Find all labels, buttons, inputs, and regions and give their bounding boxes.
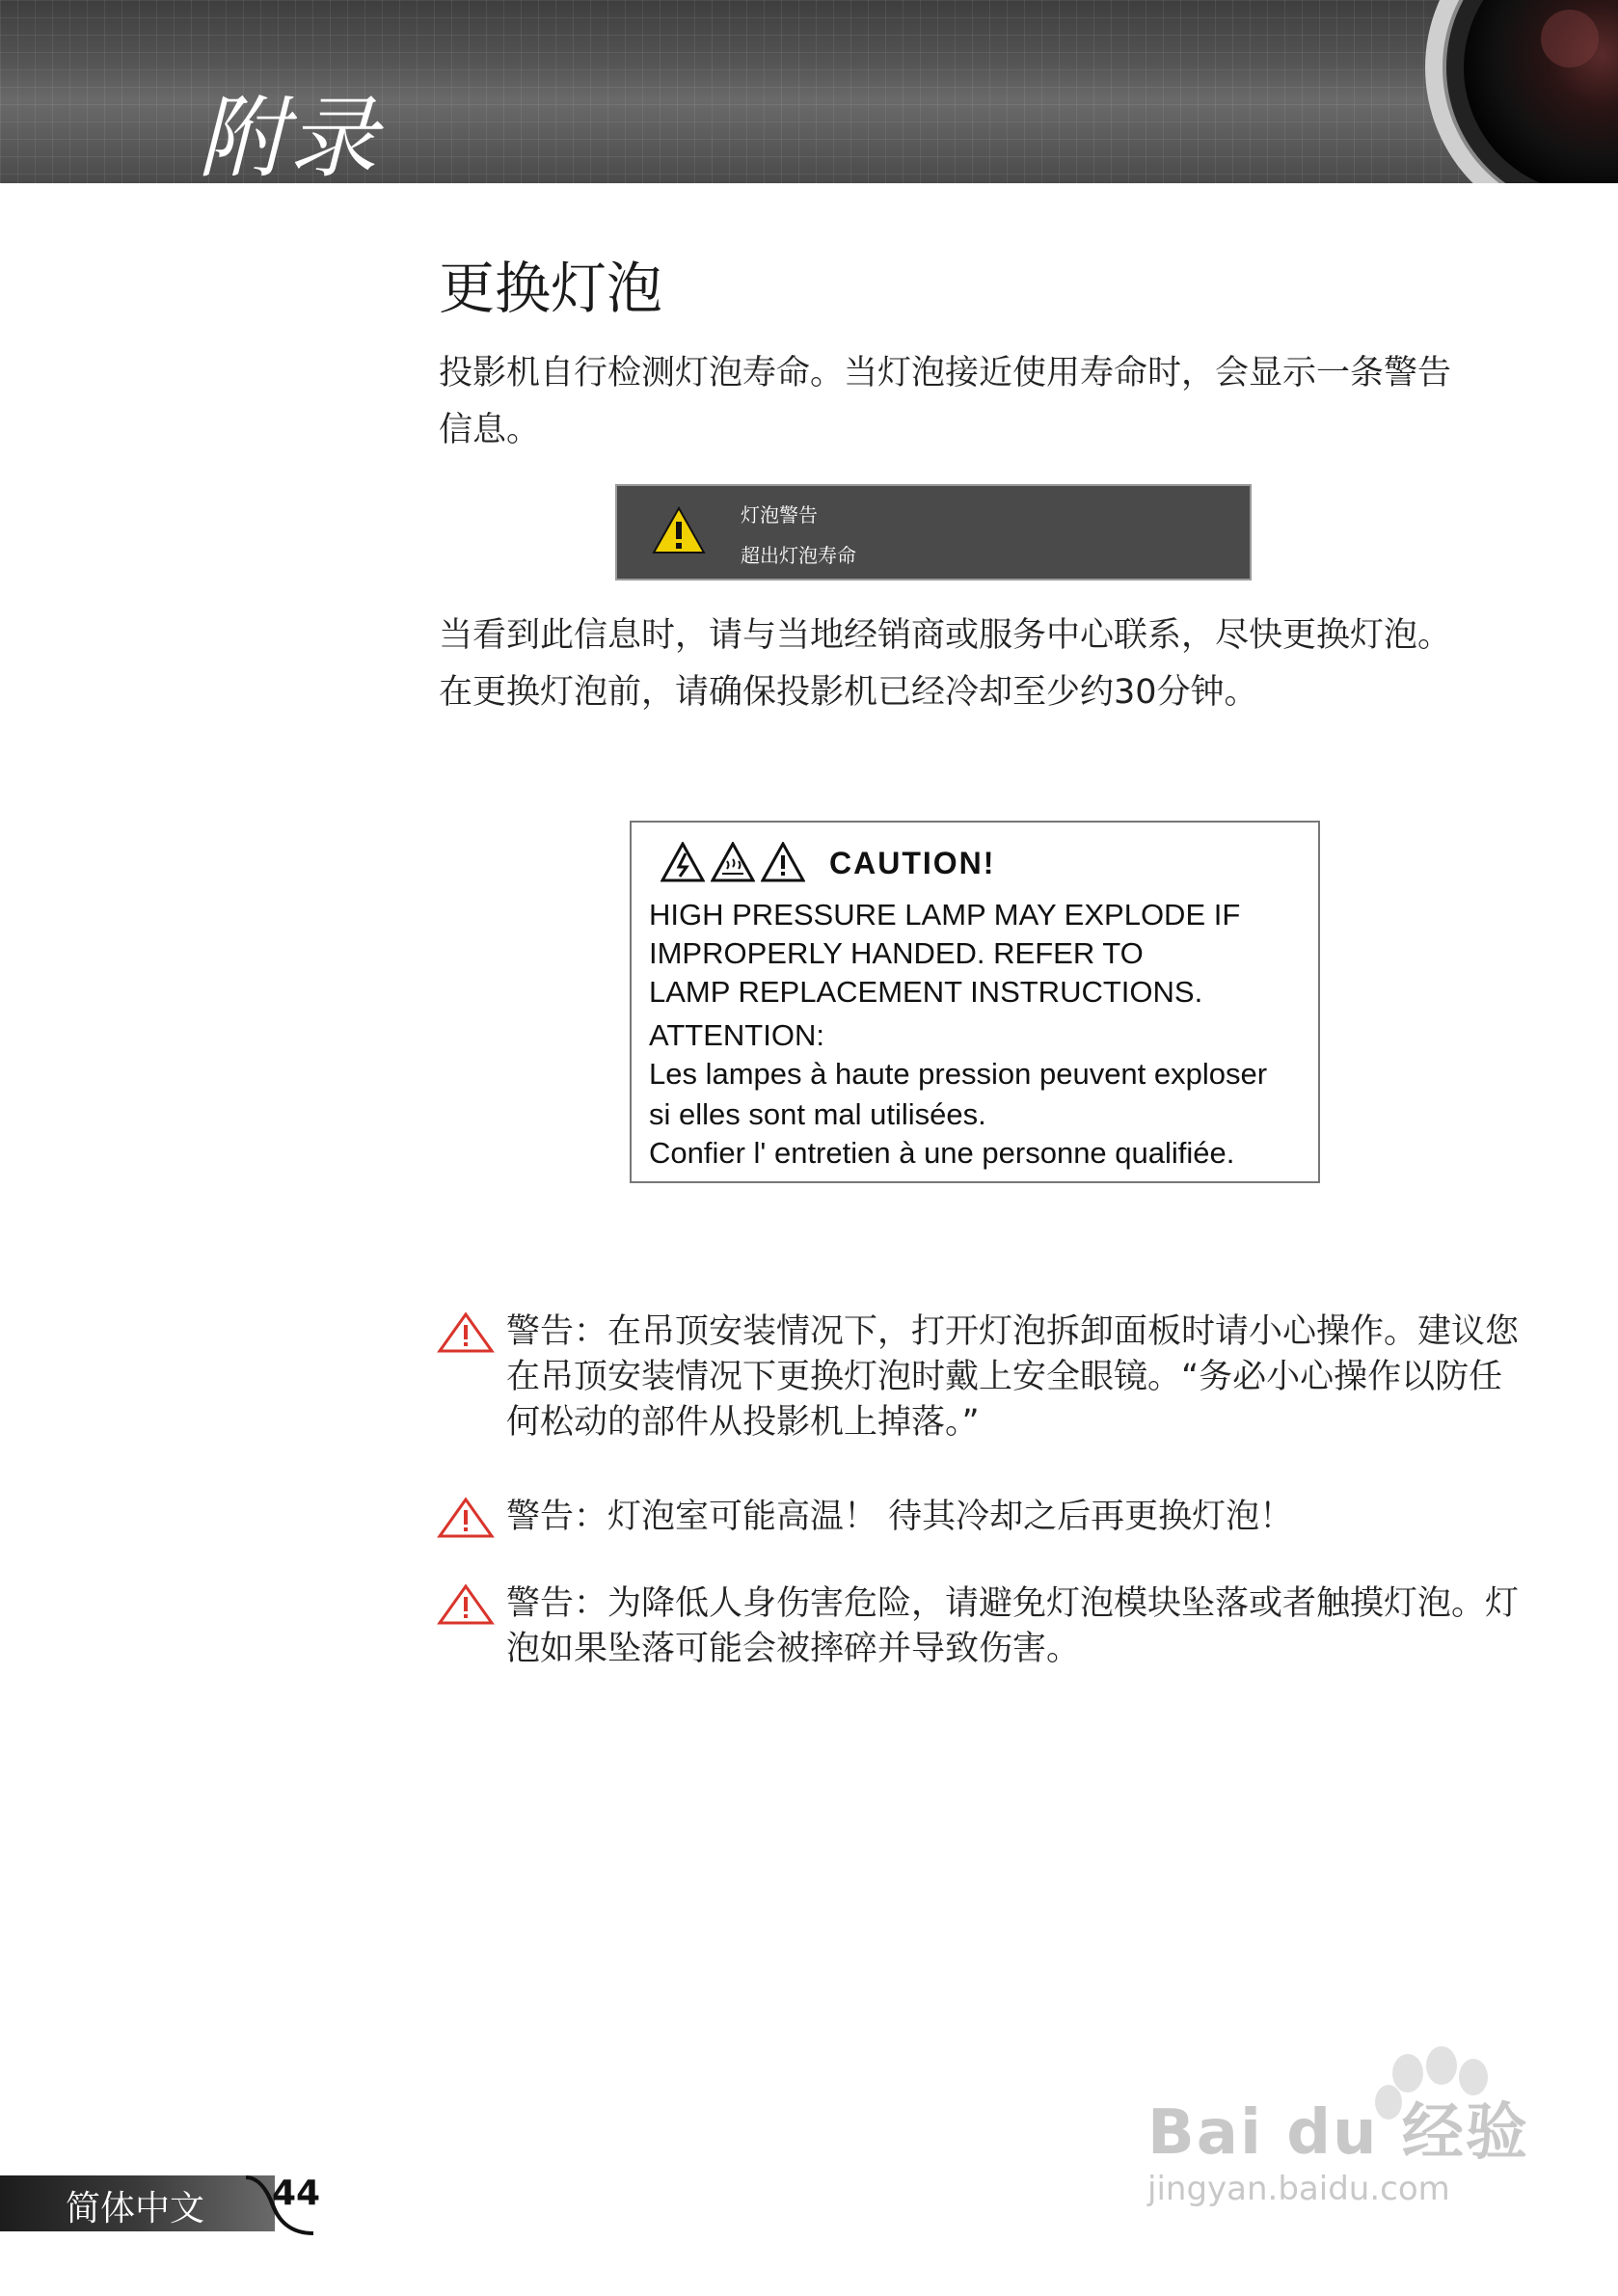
lamp-warning-detail: 超出灯泡寿命 [741, 544, 856, 567]
electric-hazard-icon [661, 842, 705, 882]
warning-triangle-icon [652, 505, 706, 555]
caution-line: ATTENTION: [649, 1018, 824, 1052]
warning-triangle-icon [437, 1311, 495, 1354]
section-title: 更换灯泡 [439, 256, 663, 321]
watermark-brand: Bai du 经验 [1147, 2097, 1529, 2169]
caution-line: si elles sont mal utilisées. [649, 1097, 986, 1131]
lens-icon [1396, 0, 1618, 183]
warning-triangle-icon [437, 1583, 495, 1626]
hot-surface-icon [711, 842, 755, 882]
footer-language: 简体中文 [66, 2189, 205, 2228]
caution-line: IMPROPERLY HANDED. REFER TO [649, 936, 1144, 970]
warning-ceiling-mount [437, 1310, 1526, 1445]
caution-icons [661, 842, 805, 888]
warning-text: 警告：灯泡室可能高温！ 待其冷却之后再更换灯泡！ [506, 1498, 1294, 1536]
warning-text: 警告：为降低人身伤害危险，请避免灯泡模块坠落或者触摸灯泡。灯泡如果坠落可能会被摔碎并导致伤害。 [506, 1584, 1520, 1668]
caution-line: LAMP REPLACEMENT INSTRUCTIONS. [649, 975, 1203, 1009]
caution-title: CAUTION! [829, 846, 996, 880]
page-number: 44 [272, 2174, 321, 2213]
caution-line: HIGH PRESSURE LAMP MAY EXPLODE IF [649, 898, 1241, 932]
warning-hot-lamp [437, 1495, 1526, 1540]
instruction-paragraph: 当看到此信息时，请与当地经销商或服务中心联系，尽快更换灯泡。在更换灯泡前，请确保投影机已经冷却至少约30分钟。 [439, 616, 1452, 712]
caution-triangle-icon [761, 842, 805, 882]
warning-lamp-drop [437, 1581, 1526, 1672]
warning-text: 警告：在吊顶安装情况下，打开灯泡拆卸面板时请小心操作。建议您在吊顶安装情况下更换灯泡时戴上安全眼镜。“务必小心操作以防任何松动的部件从投影机上掉落。” [506, 1312, 1520, 1442]
header-title: 附录 [198, 87, 380, 190]
intro-paragraph: 投影机自行检测灯泡寿命。当灯泡接近使用寿命时，会显示一条警告信息。 [439, 354, 1452, 449]
caution-line: Confier l' entretien à une personne qualifiée. [649, 1136, 1235, 1170]
lamp-warning-message [615, 484, 1252, 581]
header-band [0, 0, 1618, 190]
lamp-warning-title: 灯泡警告 [741, 503, 818, 527]
watermark-url: jingyan.baidu.com [1147, 2170, 1450, 2208]
warning-triangle-icon [437, 1497, 495, 1539]
caution-line: Les lampes à haute pression peuvent exploser [649, 1057, 1268, 1091]
caution-label [630, 821, 1320, 1183]
